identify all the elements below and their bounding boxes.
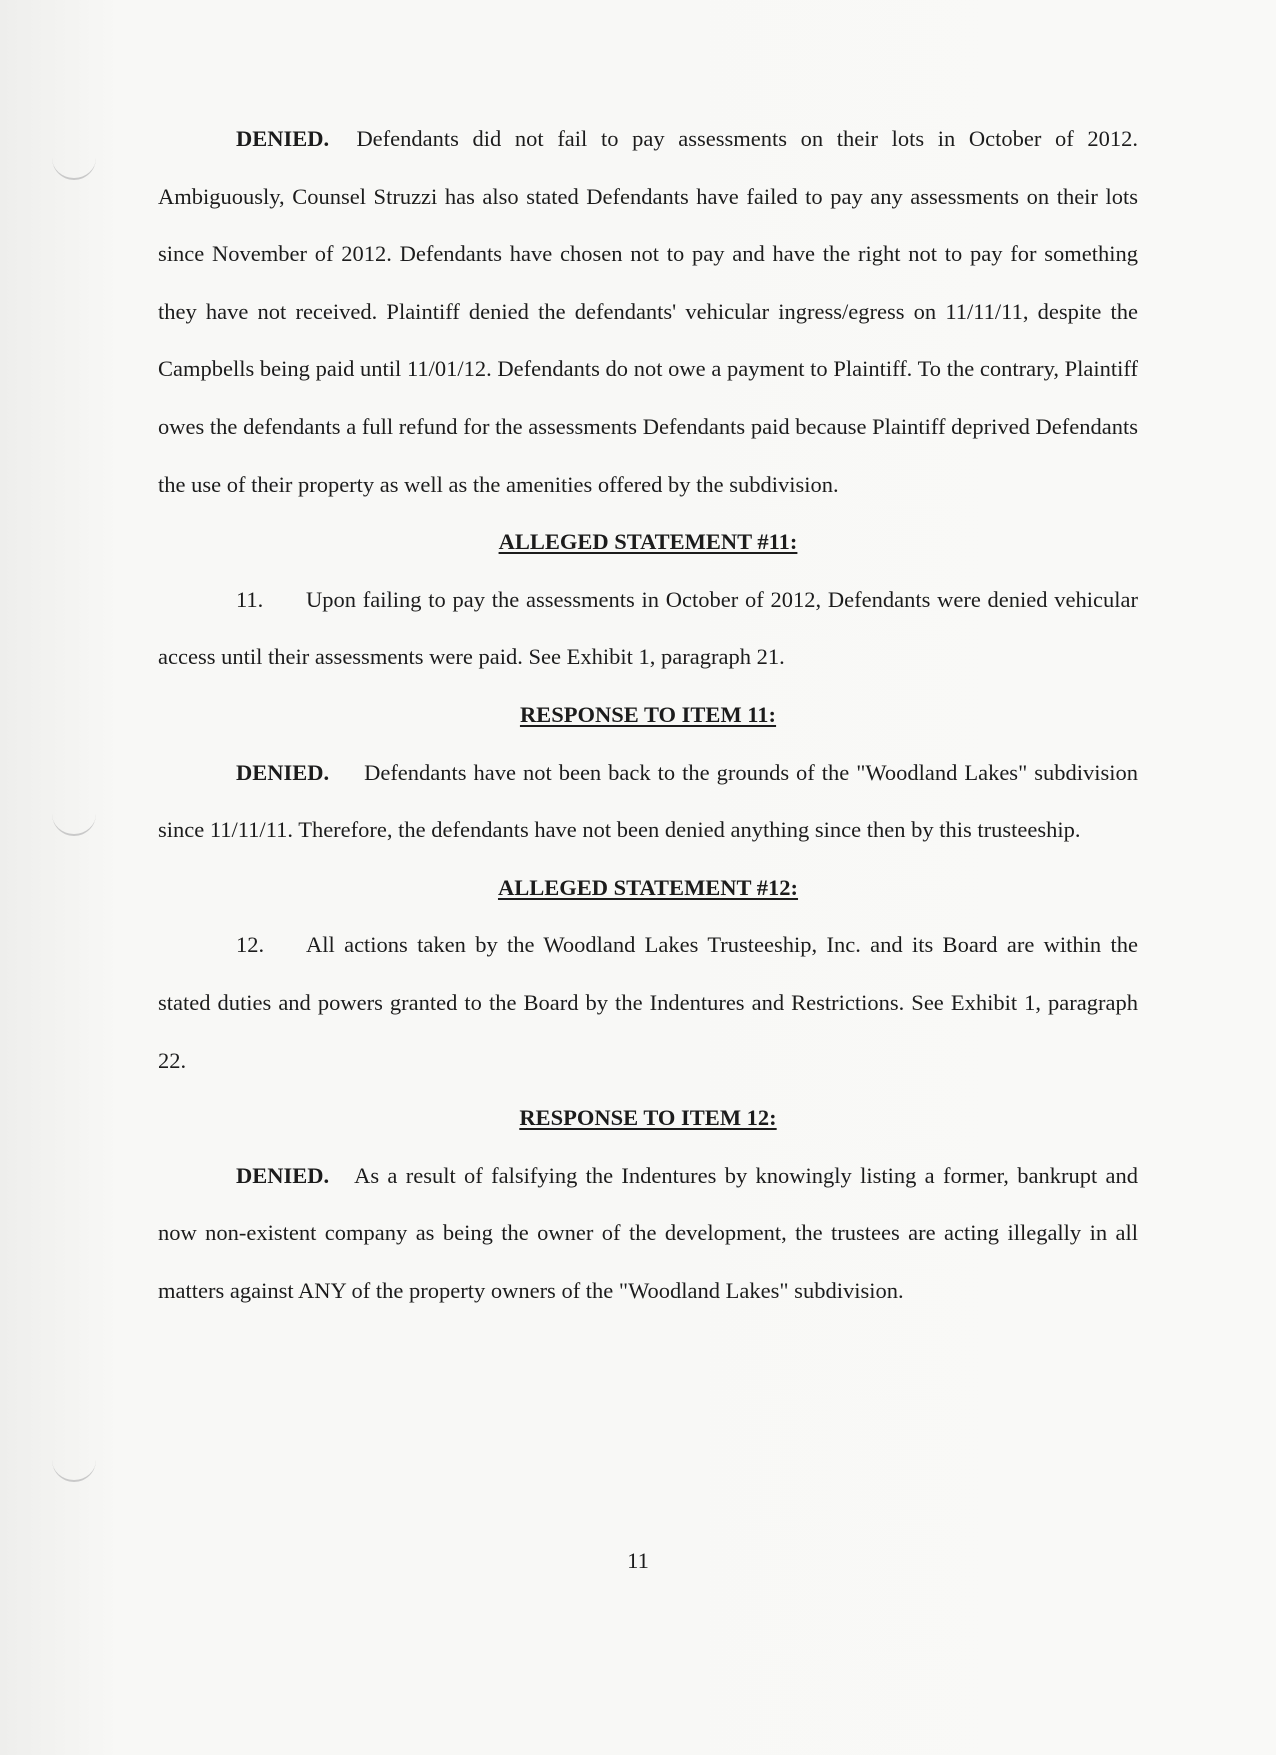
alleged-statement-12-paragraph — [158, 916, 1138, 1089]
response-item-11-heading: RESPONSE TO ITEM 11: — [519, 701, 777, 727]
alleged-statement-12-heading: ALLEGED STATEMENT #12: — [497, 874, 799, 900]
denied-label: DENIED. — [236, 1162, 330, 1188]
punch-hole-mark — [52, 806, 96, 836]
item-number: 12. — [236, 932, 265, 958]
alleged-statement-11-heading: ALLEGED STATEMENT #11: — [498, 529, 798, 555]
response-paragraph-10 — [158, 110, 1138, 513]
paragraph-text: Upon failing to pay the assessments in October of 2012, Defendants were denied vehicular access until their assessments were paid. See Exhibit 1, paragraph 21. — [158, 586, 1138, 670]
denied-label: DENIED. — [236, 126, 330, 151]
alleged-statement-11-paragraph — [158, 571, 1138, 686]
page-number: 11 — [627, 1548, 649, 1573]
punch-hole-mark — [52, 150, 96, 180]
response-paragraph-12 — [158, 1147, 1138, 1320]
paragraph-text: As a result of falsifying the Indentures by knowingly listing a former, bankrupt and now non-existent company as being the owner of the development, the trustees are acting illegally in all matters against ANY of the property owners of the "Woodland Lakes" subdivision. — [158, 1162, 1138, 1303]
document-body — [158, 110, 1138, 1319]
response-paragraph-11 — [158, 744, 1138, 859]
response-item-12-heading: RESPONSE TO ITEM 12: — [519, 1105, 777, 1131]
paragraph-text: Defendants did not fail to pay assessments on their lots in October of 2012. Ambiguously, Counsel Struzzi has also stated Defendants have failed to pay any assessments on their lots since November of 2012. Defendants have chosen not to pay and have the right not to pay for something they have not received. Plaintiff denied the defendants' vehicular ingress/egress on 11/11/11, despite the Campbells being paid until 11/01/12. Defendants do not owe a payment to Plaintiff. To the contrary, Plaintiff owes the defendants a full refund for the assessments Defendants paid because Plaintiff deprived Defendants the use of their property as well as the amenities offered by the subdivision. — [158, 126, 1139, 497]
paragraph-text: All actions taken by the Woodland Lakes Trusteeship, Inc. and its Board are within the stated duties and powers granted to the Board by the Indentures and Restrictions. See Exhibit 1, paragraph 22. — [158, 932, 1138, 1073]
paragraph-text: Defendants have not been back to the grounds of the "Woodland Lakes" subdivision since 11/11/11. Therefore, the defendants have not been denied anything since then by this trusteeship. — [158, 759, 1138, 843]
denied-label: DENIED. — [236, 759, 330, 785]
punch-hole-mark — [52, 1452, 96, 1482]
item-number: 11. — [236, 586, 264, 612]
